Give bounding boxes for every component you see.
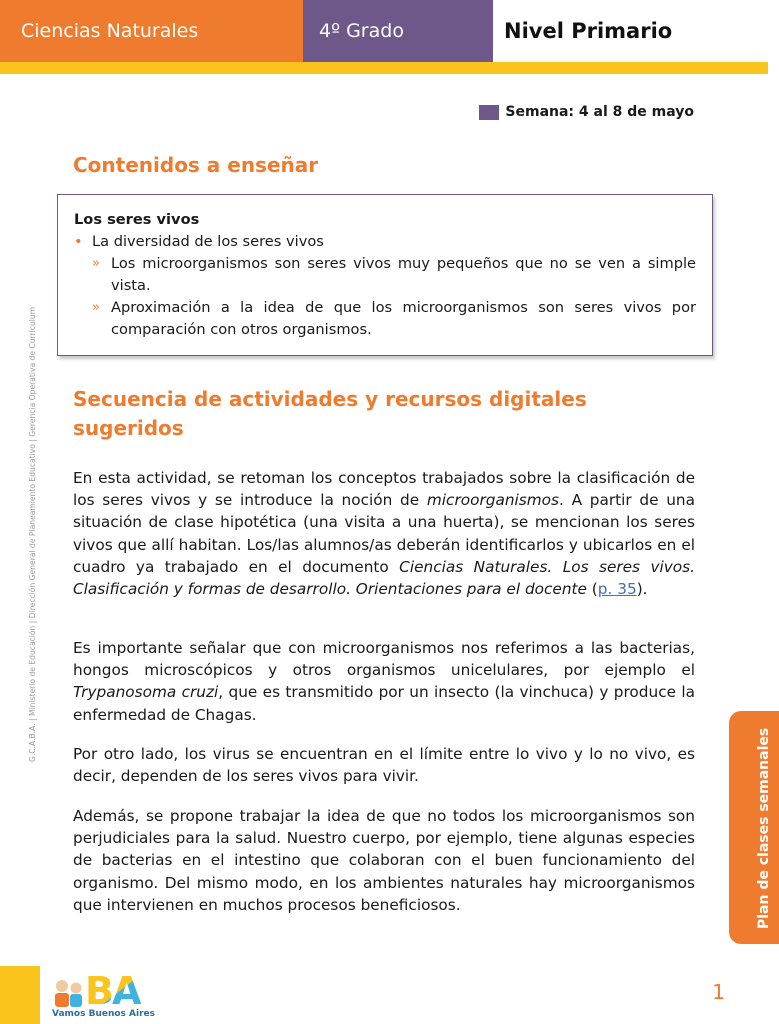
p1-term: microorganismos xyxy=(426,491,559,510)
contents-box xyxy=(57,194,713,356)
week-square-icon xyxy=(479,105,499,120)
p1-text: . A partir de una situación de clase hipotética (una visita a una huerta), se mencionan los seres vivos que allí habitan. Los/las alumnos/as deberán identificarlos y ubicarlos en el cuadro ya trabajado en el documento xyxy=(73,491,695,576)
paragraph-4: Además, se propone trabajar la idea de que no todos los microorganismos son perjudiciales para la salud. Nuestro cuerpo, por ejemplo, tiene algunas especies de bacterias en el intestino que colaboran con el buen funcionamiento del organismo. Del mismo modo, en los ambientes naturales hay microorganismos que intervienen en muchos procesos beneficiosos. xyxy=(73,807,695,914)
week-indicator xyxy=(479,104,694,120)
p1-text: En esta actividad, se retoman los conceptos trabajados sobre la clasificación de los seres vivos y se introduce la noción de xyxy=(73,469,695,510)
sub-list-item xyxy=(74,253,696,297)
paragraph-2 xyxy=(73,637,695,726)
footer-accent-bar xyxy=(0,966,40,1024)
p1-text: ( xyxy=(586,580,598,599)
plan-tab-label: Plan de clases semanales xyxy=(756,727,772,929)
logo-caption: Vamos Buenos Aires xyxy=(52,1009,155,1019)
p2-species: Trypanosoma cruzi xyxy=(73,683,219,702)
contents-title: Contenidos a enseñar xyxy=(73,153,319,177)
p1-text: ). xyxy=(636,580,648,599)
p2-text: Es importante señalar que con microorganismos nos referimos a las bacterias, hongos microscópicos y otros organismos unicelulares, por ejemplo el xyxy=(73,639,695,680)
chevron-bullet-icon: » xyxy=(92,300,100,315)
page-number: 1 xyxy=(712,980,725,1004)
credits-side-note: G.C.A.B.A. | Ministerio de Educación | Dirección General de Planeamiento Educativo | Gerencia Operativa de Currículum xyxy=(28,306,37,762)
level-header xyxy=(493,0,768,62)
header-divider xyxy=(0,62,768,74)
week-label: Semana: 4 al 8 de mayo xyxy=(505,104,694,120)
sub-list-item xyxy=(74,297,696,341)
page-reference-link[interactable]: p. 35 xyxy=(597,580,637,599)
sequence-title: Secuencia de actividades y recursos digitales sugeridos xyxy=(73,387,587,440)
child-body-icon xyxy=(55,993,69,1007)
grade-label: 4º Grado xyxy=(319,20,404,42)
sub-list-item-text: Aproximación a la idea de que los microorganismos son seres vivos por comparación con otros organismos. xyxy=(111,299,696,338)
p2-text: , que es transmitido por un insecto (la vinchuca) y produce la enfermedad de Chagas. xyxy=(73,683,695,724)
subject-header xyxy=(0,0,303,62)
p1-document-title: Ciencias Naturales. Los seres vivos. Clasificación y formas de desarrollo. Orientaciones para el docente xyxy=(73,557,695,599)
chevron-bullet-icon: » xyxy=(92,256,100,271)
list-item xyxy=(74,231,696,253)
child-body-icon xyxy=(70,994,82,1007)
sub-list-item-text: Los microorganismos son seres vivos muy pequeños que no se ven a simple vista. xyxy=(111,255,696,294)
subject-label: Ciencias Naturales xyxy=(21,20,199,42)
child-head-icon xyxy=(56,980,68,992)
list-item-text: La diversidad de los seres vivos xyxy=(92,233,324,250)
contents-heading: Los seres vivos xyxy=(74,211,200,228)
paragraph-3: Por otro lado, los virus se encuentran en el límite entre lo vivo y lo no vivo, es decir, dependen de los seres vivos para vivir. xyxy=(73,745,695,786)
logo-letters: BA xyxy=(85,969,140,1013)
level-label: Nivel Primario xyxy=(504,19,673,43)
paragraph-1 xyxy=(73,467,695,600)
child-head-icon xyxy=(71,983,82,994)
grade-header xyxy=(303,0,493,62)
bullet-icon: • xyxy=(74,233,83,250)
